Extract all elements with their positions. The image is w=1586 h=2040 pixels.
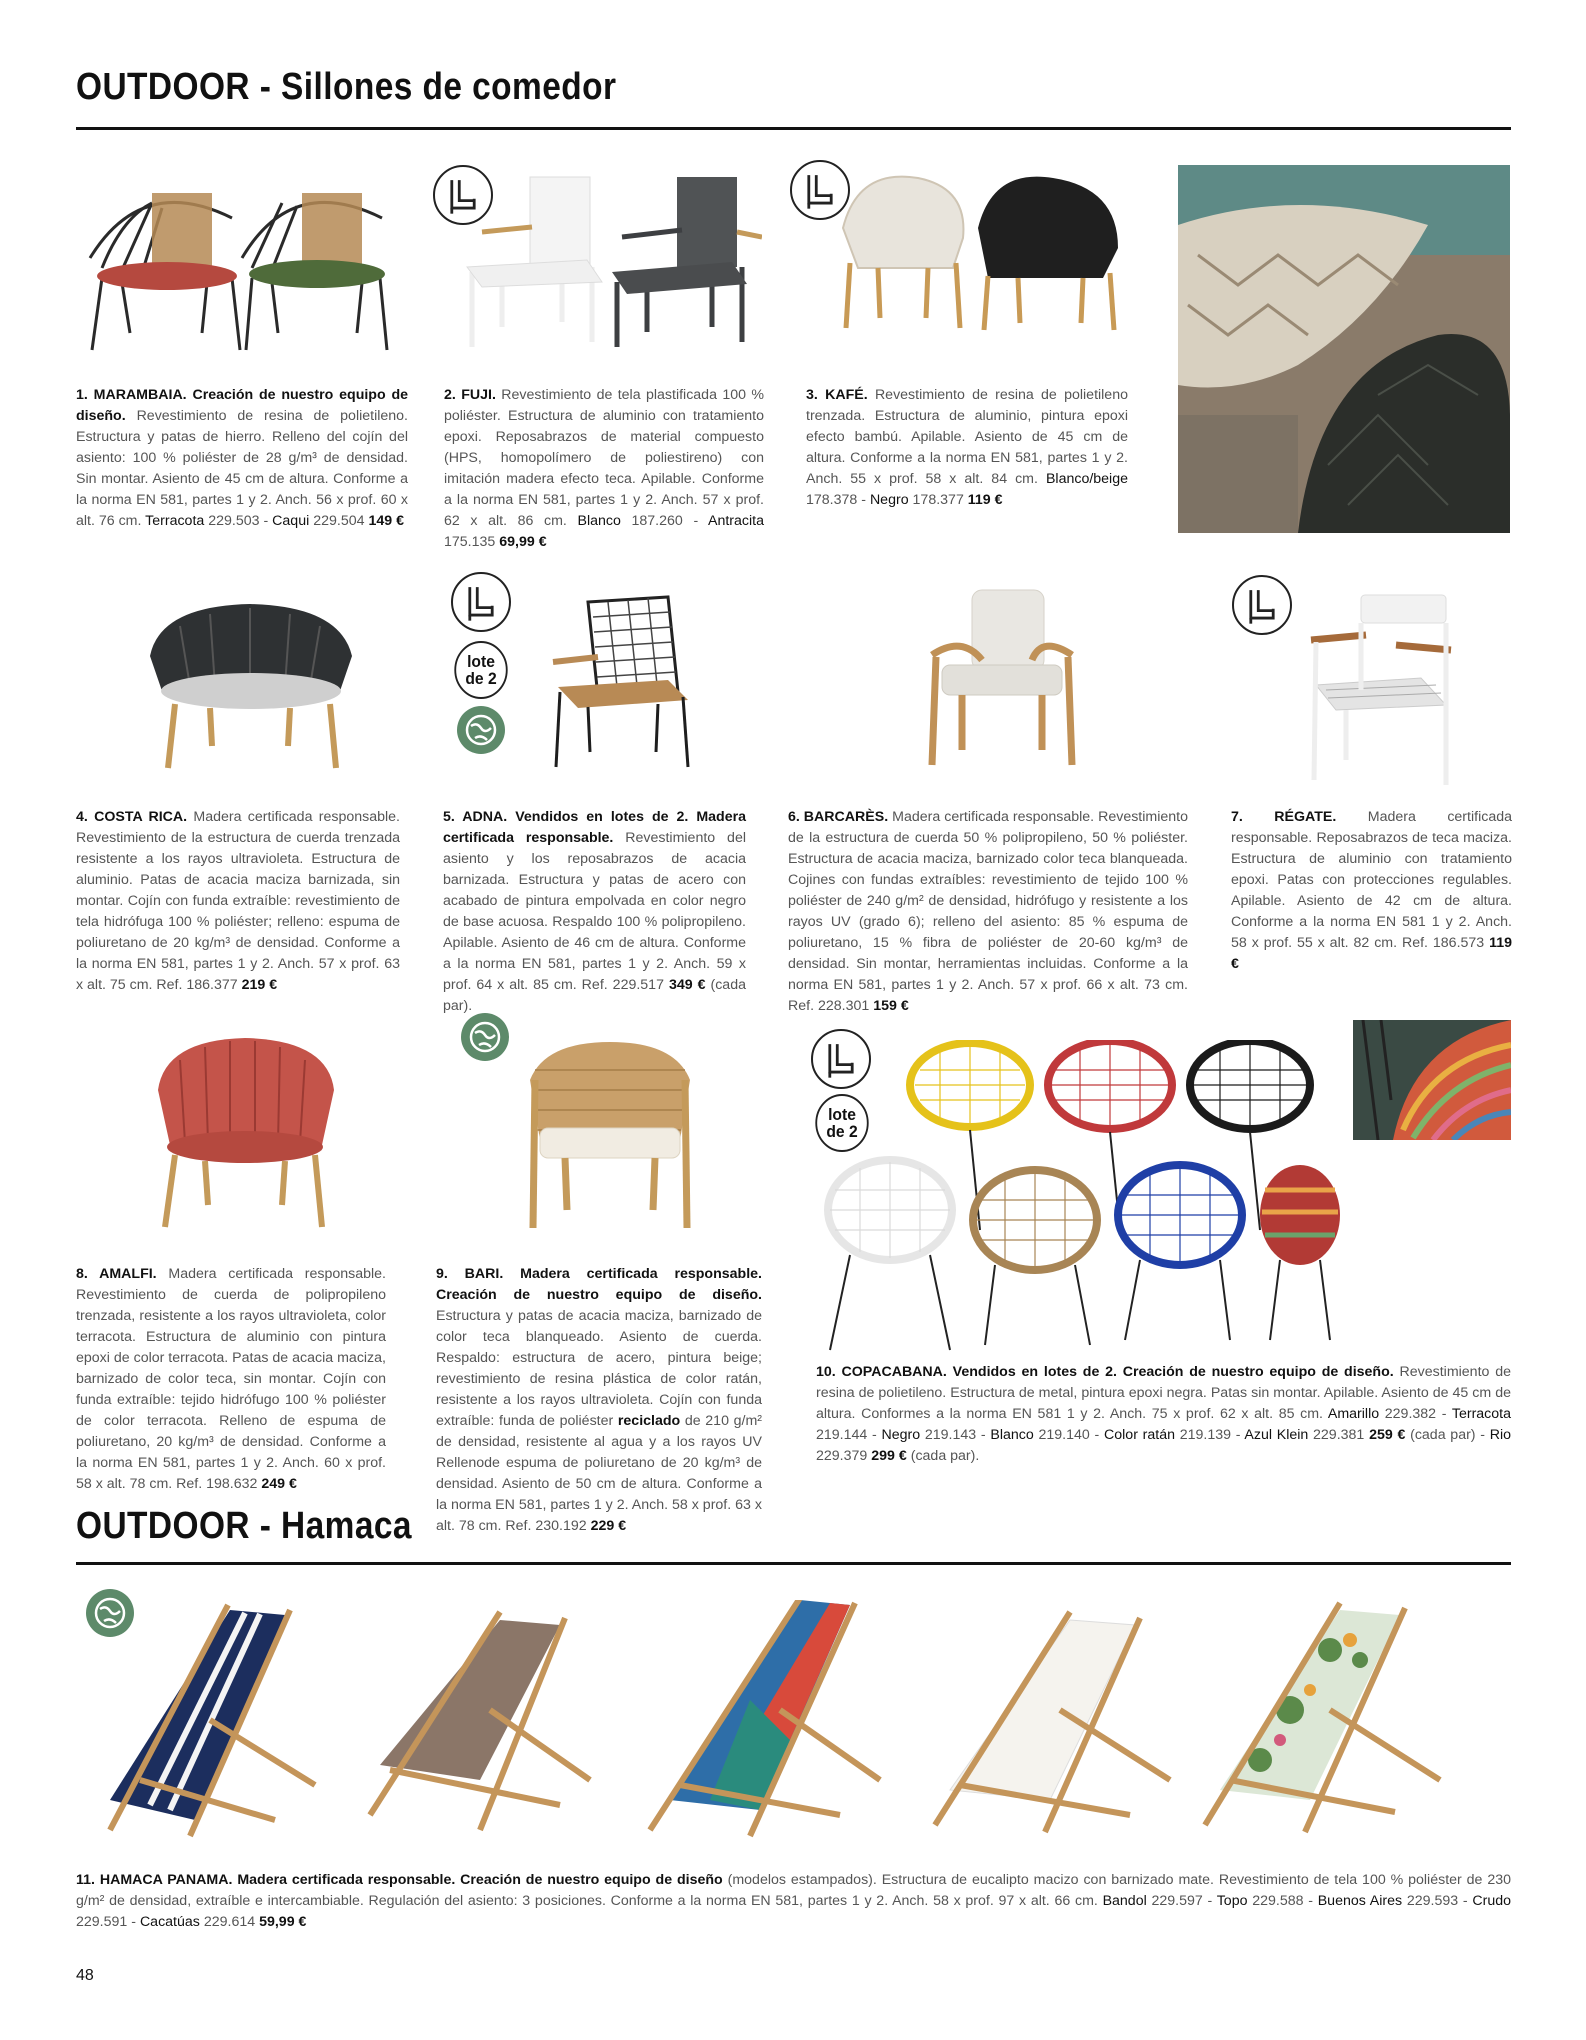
- adna-chair-image: [548, 592, 700, 772]
- section-title-dining: OUTDOOR - Sillones de comedor: [76, 66, 617, 108]
- product-4-description: 4. COSTA RICA. Madera certificada responsable. Revestimiento de la estructura de cuerda trenzada resistente a los rayos ultravioleta. Estructura de aluminio. Patas de acacia maciza barnizada, sin montar. Cojín con funda extraíble: revestimiento de tela hidrófuga 100 % poliéster; relleno: espuma de poliuretano de 20 kg/m³ de densidad. Conforme a la norma EN 581, partes 1 y 2. Anch. 57 x prof. 63 x alt. 75 cm. Ref. 186.377 219 €: [76, 809, 400, 993]
- product-6-name: 6. BARCARÈS.: [788, 809, 889, 825]
- eco-globe-icon: [461, 1013, 509, 1061]
- kafe-chairs-image: [838, 168, 1128, 333]
- barcares-chair-image: [922, 585, 1082, 770]
- stackable-icon: [451, 572, 511, 632]
- product-2-description: 2. FUJI. Revestimiento de tela plastificada 100 % poliéster. Estructura de aluminio con tratamiento epoxi. Reposabrazos de material compuesto (HPS, homopolímero de poliestireno) con imitación madera efecto teca. Apilable. Conforme a la norma EN 581, partes 1 y 2. Anch. 57 x prof. 62 x alt. 86 cm. Blanco 187.260 - Antracita 175.135 69,99 €: [444, 387, 764, 550]
- product-4-name: 4. COSTA RICA.: [76, 809, 188, 825]
- product-5-name: 5. ADNA.: [443, 809, 508, 825]
- product-11-price: 59,99 €: [259, 1914, 307, 1930]
- product-7-description: 7. RÉGATE. Madera certificada responsable. Reposabrazos de teca maciza. Estructura de aluminio con tratamiento epoxi. Patas con protecciones regulables. Apilable. Asiento de 42 cm de altura. Conforme a la norma EN 581 1 y 2. Anch. 58 x prof. 55 x alt. 82 cm. Ref. 186.573 119 €: [1231, 809, 1512, 972]
- product-5-price: 349 €: [668, 977, 706, 993]
- regate-chair-image: [1306, 590, 1456, 790]
- eco-globe-icon: [457, 706, 505, 754]
- product-5-description: 5. ADNA. Vendidos en lotes de 2. Madera certificada responsable. Revestimiento del asiento y los reposabrazos de acacia barnizada. Estructura y patas de acero con acabado de pintura empolvada en color negro de base acuosa. Respaldo 100 % polipropileno. Apilable. Asiento de 46 cm de altura. Conforme a la norma EN 581, partes 1 y 2. Anch. 59 x prof. 64 x alt. 85 cm. Ref. 229.517 349 € (cada par).: [443, 809, 747, 1014]
- lote-de-2-badge: lote de 2: [815, 1094, 868, 1152]
- product-3-price: 119 €: [967, 492, 1003, 508]
- product-9-description: 9. BARI. Madera certificada responsable. Creación de nuestro equipo de diseño. Estructura y patas de acacia maciza, barnizado de color teca blanqueado. Asiento de cuerda. Respaldo: estructura de acero, pintura beige; revestimiento de resina plástica de color ratán, resistente a los rayos ultravioleta. Cojín con funda extraíble: funda de poliéster reciclado de 210 g/m² de densidad, resistente al agua y a los rayos UV Rellenode espuma de poliuretano de 20 kg/m³ de densidad. Asiento de 50 cm de altura. Conforme a la norma EN 581, partes 1 y 2. Anch. 58 x prof. 63 x alt. 78 cm. Ref. 230.192 229 €: [436, 1266, 762, 1534]
- costa-rica-chair-image: [140, 596, 362, 771]
- product-9-price: 229 €: [590, 1518, 627, 1534]
- marambaia-chairs-image: [82, 178, 392, 353]
- copacabana-detail-photo: [1353, 1020, 1511, 1140]
- stackable-icon: [1232, 575, 1292, 635]
- page-number: 48: [76, 1967, 94, 1984]
- product-11-name: 11. HAMACA PANAMA.: [76, 1872, 233, 1888]
- lote-de-2-badge: lote de 2: [454, 641, 507, 699]
- product-11-description: 11. HAMACA PANAMA. Madera certificada responsable. Creación de nuestro equipo de diseño (modelos estampados). Estructura de eucalipto macizo con barnizado mate. Revestimiento de tela 100 % poliéster de 230 g/m² de densidad, extraíble e intercambiable. Regulación del asiento: 3 posiciones. Conforme a la norma EN 581, partes 1 y 2. Anch. 58 x prof. 97 x alt. 66 cm. Bandol 229.597 - Topo 229.588 - Buenos Aires 229.593 - Crudo 229.591 - Cacatúas 229.614 59,99 €: [76, 1872, 1511, 1930]
- product-4-price: 219 €: [241, 977, 278, 993]
- product-8-price: 249 €: [261, 1476, 297, 1492]
- title-rule: [76, 127, 1511, 130]
- product-10-price: 259 €: [1369, 1427, 1406, 1443]
- product-6-description: 6. BARCARÈS. Madera certificada responsable. Revestimiento de la estructura de cuerda 50 % polipropileno, 50 % poliéster. Estructura de acacia maciza, barnizado color teca blanqueada. Cojines con fundas extraíbles: revestimiento de tejido 100 % poliéster de 240 g/m² de densidad, hidrófugo y resistente a los rayos UV (grado 6); relleno del asiento: 85 % espuma de poliuretano, 15 % fibra de poliéster de 20-60 kg/m³ de densidad. Sin montar, herramientas incluidas. Conforme a la norma EN 581, partes 1 y 2. Anch. 57 x prof. 66 x alt. 73 cm. Ref. 228.301 159 €: [788, 809, 1188, 1014]
- kafe-lifestyle-photo: [1178, 165, 1510, 533]
- product-1-price: 149 €: [368, 513, 404, 529]
- hamaca-panama-chairs-image: [100, 1600, 1450, 1840]
- product-10-description: 10. COPACABANA. Vendidos en lotes de 2. Creación de nuestro equipo de diseño. Revestimiento de resina de polietileno. Estructura de metal, pintura epoxi negra. Patas sin montar. Apilable. Asiento de 45 cm de altura. Conformes a la norma EN 581 1 y 2. Anch. 75 x prof. 62 x alt. 85 cm. Amarillo 229.382 - Terracota 219.144 - Negro 219.143 - Blanco 219.140 - Color ratán 219.139 - Azul Klein 229.381 259 € (cada par) - Rio 229.379 299 € (cada par).: [816, 1364, 1512, 1464]
- product-10-price-rio: 299 €: [871, 1448, 907, 1464]
- copacabana-chairs-image: [820, 1040, 1340, 1360]
- product-7-name: 7. RÉGATE.: [1231, 809, 1337, 825]
- fuji-chairs-image: [462, 172, 762, 352]
- amalfi-chair-image: [150, 1035, 340, 1230]
- product-3-description: 3. KAFÉ. Revestimiento de resina de polietileno trenzada. Estructura de aluminio, pintura epoxi efecto bambú. Apilable. Asiento de 45 cm de altura. Conforme a la norma EN 581, partes 1 y 2. Anch. 55 x prof. 58 x alt. 84 cm. Blanco/beige 178.378 - Negro 178.377 119 €: [806, 387, 1128, 508]
- product-1-name: 1. MARAMBAIA.: [76, 387, 187, 403]
- product-3-name: 3. KAFÉ.: [806, 387, 868, 403]
- product-6-price: 159 €: [873, 998, 909, 1014]
- product-2-price: 69,99 €: [499, 534, 547, 550]
- section-title-hammock: OUTDOOR - Hamaca: [76, 1505, 412, 1547]
- product-9-name: 9. BARI.: [436, 1266, 504, 1282]
- bari-chair-image: [525, 1040, 695, 1232]
- product-8-description: 8. AMALFI. Madera certificada responsable. Revestimiento de cuerda de polipropileno trenzada, resistente a los rayos ultravioleta, color terracota. Estructura de aluminio con pintura epoxi de color terracota. Patas de acacia maciza, barnizado de color teca, sin montar. Cojín con funda extraíble: tejido hidrófugo 100 % poliéster de color terracota. Relleno de espuma de poliuretano, 20 kg/m³ de densidad. Conforme a la norma EN 581, partes 1 y 2. Anch. 60 x prof. 58 x alt. 78 cm. Ref. 198.632 249 €: [76, 1266, 386, 1492]
- product-10-name: 10. COPACABANA.: [816, 1364, 947, 1380]
- product-7-price: 119 €: [1231, 935, 1512, 972]
- product-8-name: 8. AMALFI.: [76, 1266, 157, 1282]
- title-rule: [76, 1562, 1511, 1565]
- product-1-description: 1. MARAMBAIA. Creación de nuestro equipo de diseño. Revestimiento de resina de polietileno. Estructura y patas de hierro. Relleno del cojín del asiento: 100 % poliéster de 28 g/m³ de densidad. Sin montar. Asiento de 45 cm de altura. Conforme a la norma EN 581, partes 1 y 2. Anch. 56 x prof. 60 x alt. 76 cm. Terracota 229.503 - Caqui 229.504 149 €: [76, 387, 408, 529]
- product-2-name: 2. FUJI.: [444, 387, 496, 403]
